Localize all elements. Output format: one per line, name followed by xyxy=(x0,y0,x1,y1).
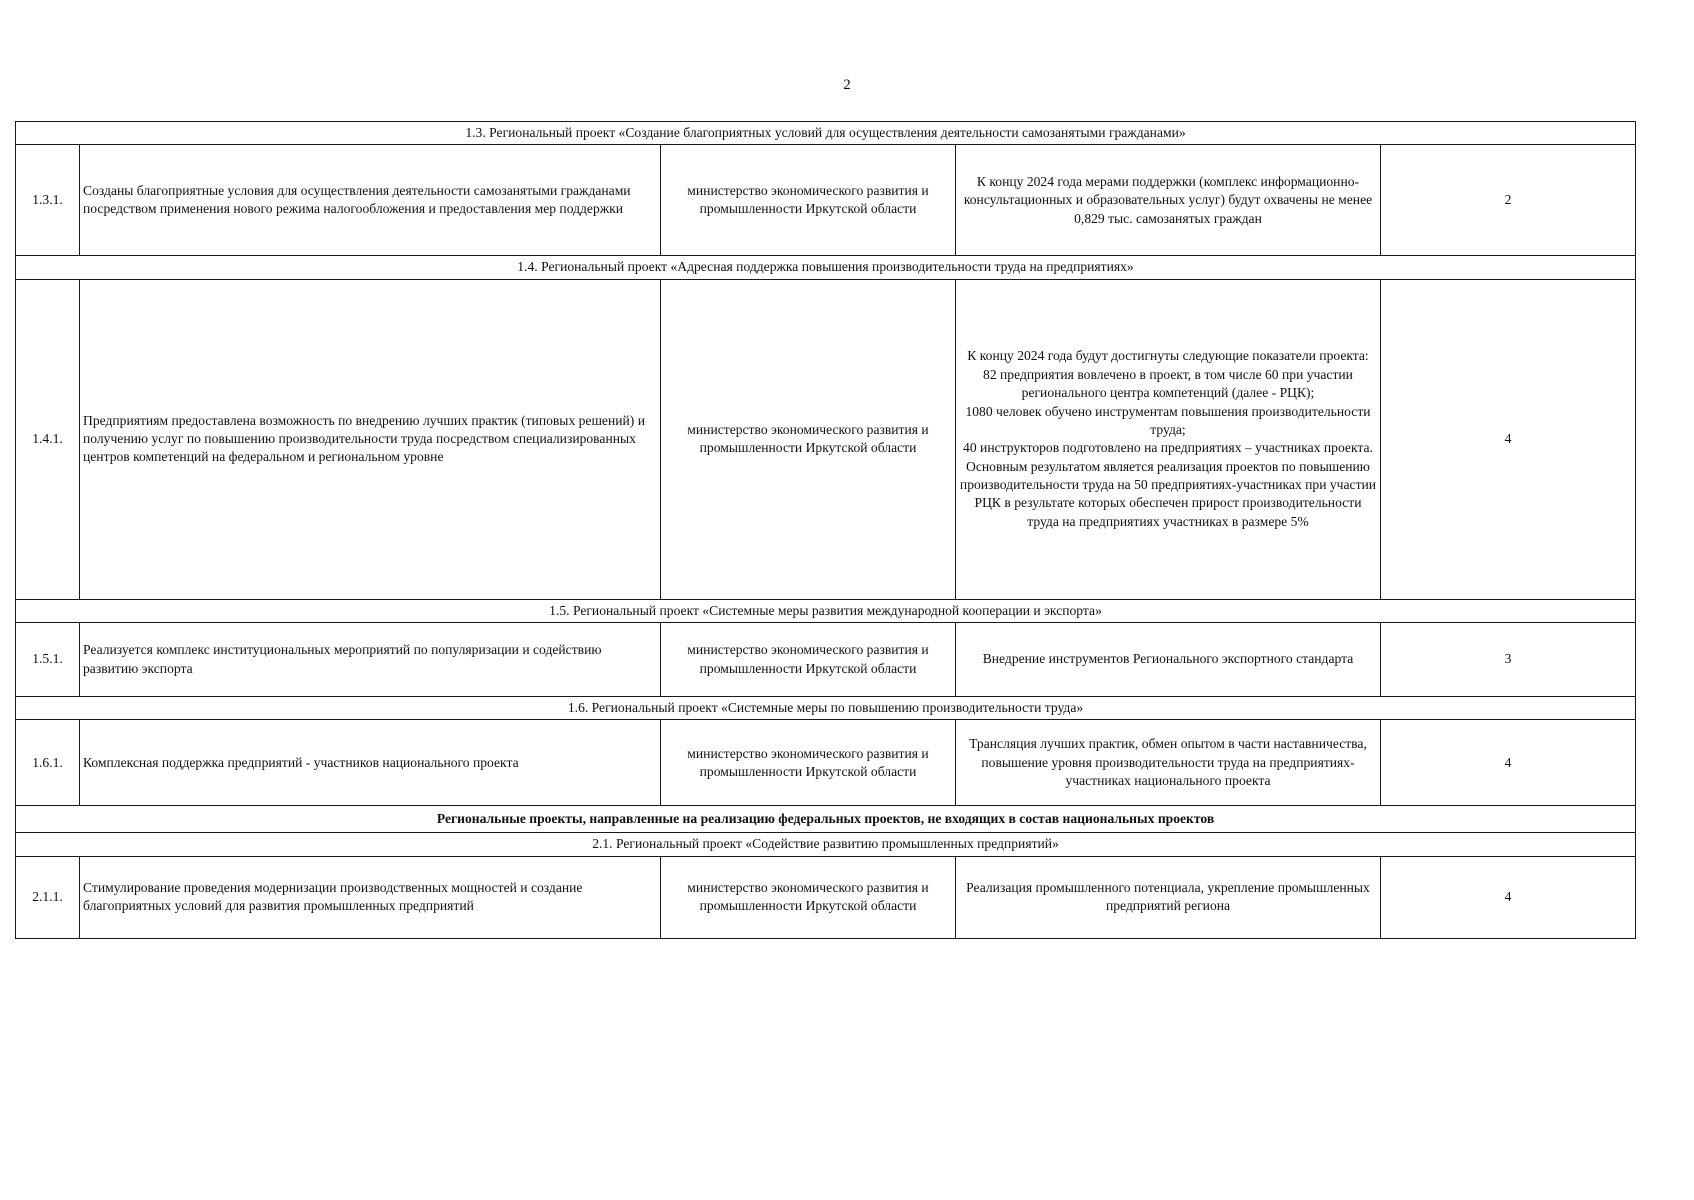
section-header-row xyxy=(16,599,1636,622)
result-text: Реализация промышленного потенциала, укрепление промышленных предприятий региона xyxy=(966,879,1370,914)
section-header-row xyxy=(16,256,1636,279)
result-text: К концу 2024 года будут достигнуты следующие показатели проекта: xyxy=(967,348,1369,364)
table-row xyxy=(16,856,1636,938)
result-text: К концу 2024 года мерами поддержки (комплекс информационно-консультационных и образовательных услуг) будут охвачены не менее 0,829 тыс. самозанятых граждан xyxy=(963,173,1373,226)
projects-table xyxy=(15,121,1636,939)
section-header-row xyxy=(16,122,1636,145)
row-result xyxy=(956,856,1381,938)
row-responsible: министерство экономического развития и промышленности Иркутской области xyxy=(661,279,956,599)
row-value: 4 xyxy=(1381,856,1636,938)
result-text: Основным результатом является реализация проектов по повышению производительности труда на 50 предприятиях-участниках при участии РЦК в результате которых обеспечен прирост производительности труда на предприятиях участниках в размере 5% xyxy=(959,458,1377,529)
result-text: 1080 человек обучено инструментам повышения производительности труда; xyxy=(965,403,1371,437)
result-text: 40 инструкторов подготовлено на предприятиях – участниках проекта. xyxy=(963,440,1373,456)
row-value: 3 xyxy=(1381,623,1636,697)
row-description: Созданы благоприятные условия для осуществления деятельности самозанятыми гражданами посредством применения нового режима налогообложения и предоставления мер поддержки xyxy=(80,145,661,256)
section-title-1-4: 1.4. Региональный проект «Адресная поддержка повышения производительности труда на предприятиях» xyxy=(16,256,1636,279)
result-text: Трансляция лучших практик, обмен опытом в части наставничества, повышение уровня производительности труда на предприятиях-участниках национального проекта xyxy=(969,736,1367,789)
section-title-2-1: 2.1. Региональный проект «Содействие развитию промышленных предприятий» xyxy=(16,833,1636,856)
section-header-row xyxy=(16,833,1636,856)
row-number: 1.6.1. xyxy=(16,720,80,806)
row-description: Комплексная поддержка предприятий - участников национального проекта xyxy=(80,720,661,806)
row-responsible: министерство экономического развития и промышленности Иркутской области xyxy=(661,720,956,806)
section-title-1-3: 1.3. Региональный проект «Создание благоприятных условий для осуществления деятельности самозанятыми гражданами» xyxy=(16,122,1636,145)
section-header-row xyxy=(16,697,1636,720)
table-row xyxy=(16,279,1636,599)
result-text: 82 предприятия вовлечено в проект, в том числе 60 при участии регионального центра компетенций (далее - РЦК); xyxy=(983,366,1353,401)
section-title-1-5: 1.5. Региональный проект «Системные меры развития международной кооперации и экспорта» xyxy=(16,599,1636,622)
row-responsible: министерство экономического развития и промышленности Иркутской области xyxy=(661,623,956,697)
row-value: 4 xyxy=(1381,720,1636,806)
row-responsible: министерство экономического развития и промышленности Иркутской области xyxy=(661,856,956,938)
table-row xyxy=(16,623,1636,697)
row-result xyxy=(956,279,1381,599)
row-description: Реализуется комплекс институциональных мероприятий по популяризации и содействию развитию экспорта xyxy=(80,623,661,697)
row-result xyxy=(956,145,1381,256)
section-title-1-6: 1.6. Региональный проект «Системные меры по повышению производительности труда» xyxy=(16,697,1636,720)
row-responsible: министерство экономического развития и промышленности Иркутской области xyxy=(661,145,956,256)
part-heading: Региональные проекты, направленные на реализацию федеральных проектов, не входящих в состав национальных проектов xyxy=(16,806,1636,833)
row-number: 1.4.1. xyxy=(16,279,80,599)
page-number: 2 xyxy=(843,77,851,93)
row-value: 4 xyxy=(1381,279,1636,599)
row-number: 1.5.1. xyxy=(16,623,80,697)
row-result xyxy=(956,623,1381,697)
table-row xyxy=(16,145,1636,256)
row-result xyxy=(956,720,1381,806)
row-number: 2.1.1. xyxy=(16,856,80,938)
result-text: Внедрение инструментов Регионального экспортного стандарта xyxy=(982,651,1354,667)
row-description: Стимулирование проведения модернизации производственных мощностей и создание благоприятных условий для развития промышленных предприятий xyxy=(80,856,661,938)
table-row xyxy=(16,720,1636,806)
part-heading-row xyxy=(16,806,1636,833)
row-number: 1.3.1. xyxy=(16,145,80,256)
row-description: Предприятиям предоставлена возможность по внедрению лучших практик (типовых решений) и получению услуг по повышению производительности труда посредством специализированных центров компетенций на федеральном и региональном уровне xyxy=(80,279,661,599)
row-value: 2 xyxy=(1381,145,1636,256)
